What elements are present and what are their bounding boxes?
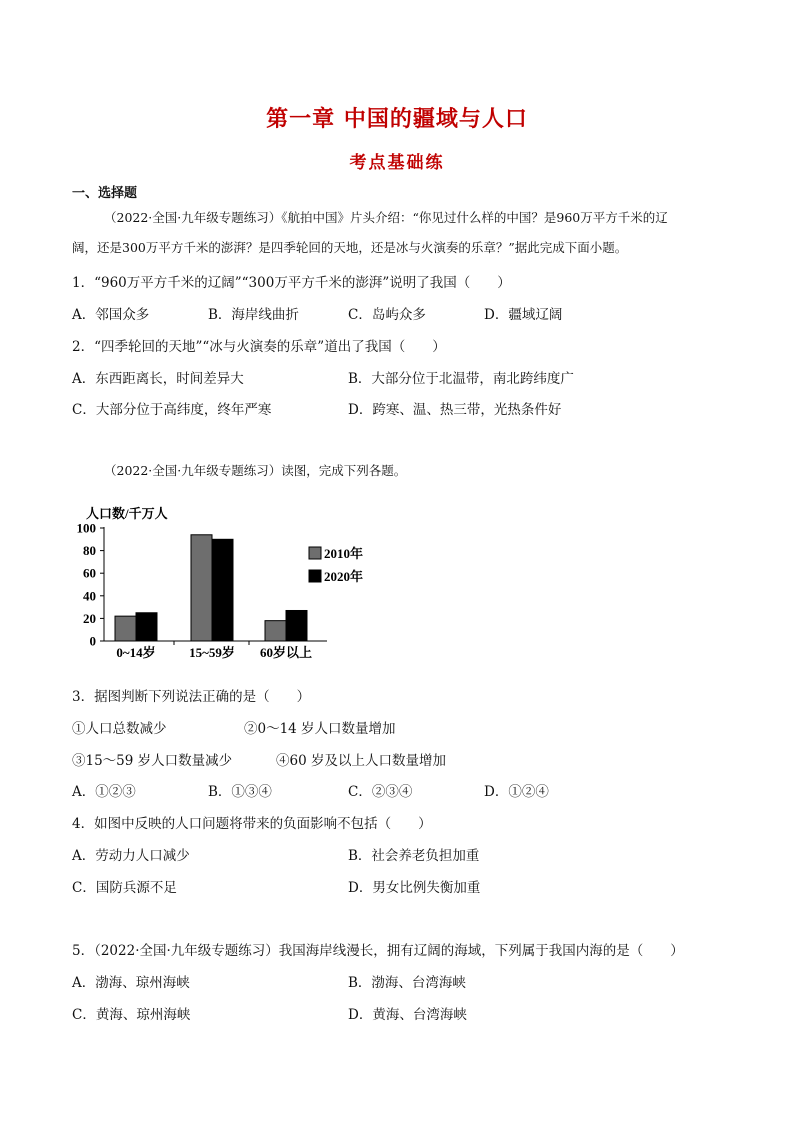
q5-option-c: C．黄海、琼州海峡: [72, 1007, 191, 1023]
x-tick-label: 0~14岁: [116, 645, 156, 660]
q4-stem: 4．如图中反映的人口问题将带来的负面影响不包括（ ）: [72, 816, 432, 832]
q3-stem: 3．据图判断下列说法正确的是（ ）: [72, 689, 311, 705]
bar-2010年-60岁以上: [265, 621, 286, 641]
document-subtitle: 考点基础练: [349, 153, 445, 173]
document-title: 第一章 中国的疆域与人口: [266, 107, 528, 132]
q4-option-a: A．劳动力人口减少: [72, 848, 190, 864]
q5-option-a: A．渤海、琼州海峡: [72, 975, 190, 991]
y-tick-label: 20: [83, 610, 96, 626]
q1-option-a: A．邻国众多: [72, 307, 150, 323]
y-tick-label: 0: [89, 633, 96, 649]
y-tick-label: 100: [76, 520, 96, 536]
q3-option-b: B．①③④: [208, 784, 272, 800]
intro1-line1: （2022·全国·九年级专题练习）《航拍中国》片头介绍：“你见过什么样的中国？是960万平方千米的辽: [104, 210, 668, 225]
q1-option-c: C．岛屿众多: [348, 307, 426, 323]
section-heading: 一、选择题: [72, 186, 138, 201]
legend-swatch: [309, 547, 321, 559]
q3-statement-3: ③15～59 岁人口数量减少: [72, 753, 233, 769]
q2-stem: 2．“四季轮回的天地”“冰与火演奏的乐章”道出了我国（ ）: [72, 339, 446, 355]
bar-2020年-0~14岁: [136, 613, 157, 641]
legend-swatch: [309, 570, 321, 582]
q5-option-b: B．渤海、台湾海峡: [348, 975, 466, 991]
q5-stem: 5．（2022·全国·九年级专题练习）我国海岸线漫长，拥有辽阔的海域，下列属于我国内海的是（ ）: [72, 943, 684, 959]
q3-statement-4: ④60 岁及以上人口数量增加: [276, 753, 446, 769]
q2-option-b: B．大部分位于北温带，南北跨纬度广: [348, 371, 574, 387]
q3-option-c: C．②③④: [348, 784, 413, 800]
q4-option-d: D．男女比例失衡加重: [348, 880, 481, 896]
q4-option-c: C．国防兵源不足: [72, 880, 177, 896]
chart-x-axis: [116, 641, 312, 660]
chart-y-axis: [77, 521, 105, 649]
q1-option-d: D．疆域辽阔: [484, 307, 563, 323]
q5-option-d: D．黄海、台湾海峡: [348, 1007, 467, 1023]
chart-bars: [115, 535, 307, 641]
intro1-line2: 阔，还是300万平方千米的澎湃？是四季轮回的天地，还是冰与火演奏的乐章？”据此完成下面小题。: [72, 240, 628, 255]
q2-option-a: A．东西距离长，时间差异大: [72, 371, 244, 387]
q3-option-d: D．①②④: [484, 784, 549, 800]
y-tick-label: 60: [83, 565, 96, 581]
q3-statement-1: ①人口总数减少: [72, 721, 167, 737]
q4-option-b: B．社会养老负担加重: [348, 848, 480, 864]
y-tick-label: 40: [83, 588, 96, 604]
q2-option-d: D．跨寒、温、热三带，光热条件好: [348, 402, 562, 418]
q3-statement-2: ②0～14 岁人口数量增加: [244, 721, 396, 737]
legend-label: 2010年: [324, 546, 364, 561]
x-tick-label: 60岁以上: [259, 645, 313, 660]
x-tick-label: 15~59岁: [189, 645, 235, 660]
q1-option-b: B．海岸线曲折: [208, 307, 299, 323]
q2-option-c: C．大部分位于高纬度，终年严寒: [72, 402, 272, 418]
legend-label: 2020年: [324, 569, 364, 584]
chart-ylabel: 人口数/千万人: [86, 506, 168, 521]
bar-2020年-60岁以上: [286, 610, 307, 641]
population-bar-chart: [60, 500, 390, 665]
y-tick-label: 80: [83, 543, 96, 559]
q3-option-a: A．①②③: [72, 784, 136, 800]
intro2: （2022·全国·九年级专题练习）读图，完成下列各题。: [104, 463, 407, 478]
bar-2010年-15~59岁: [191, 535, 212, 641]
bar-2020年-15~59岁: [212, 539, 233, 641]
bar-2010年-0~14岁: [115, 616, 136, 641]
chart-legend: [309, 546, 363, 584]
q1-stem: 1．“960万平方千米的辽阔”“300万平方千米的澎湃”说明了我国（ ）: [72, 275, 511, 291]
